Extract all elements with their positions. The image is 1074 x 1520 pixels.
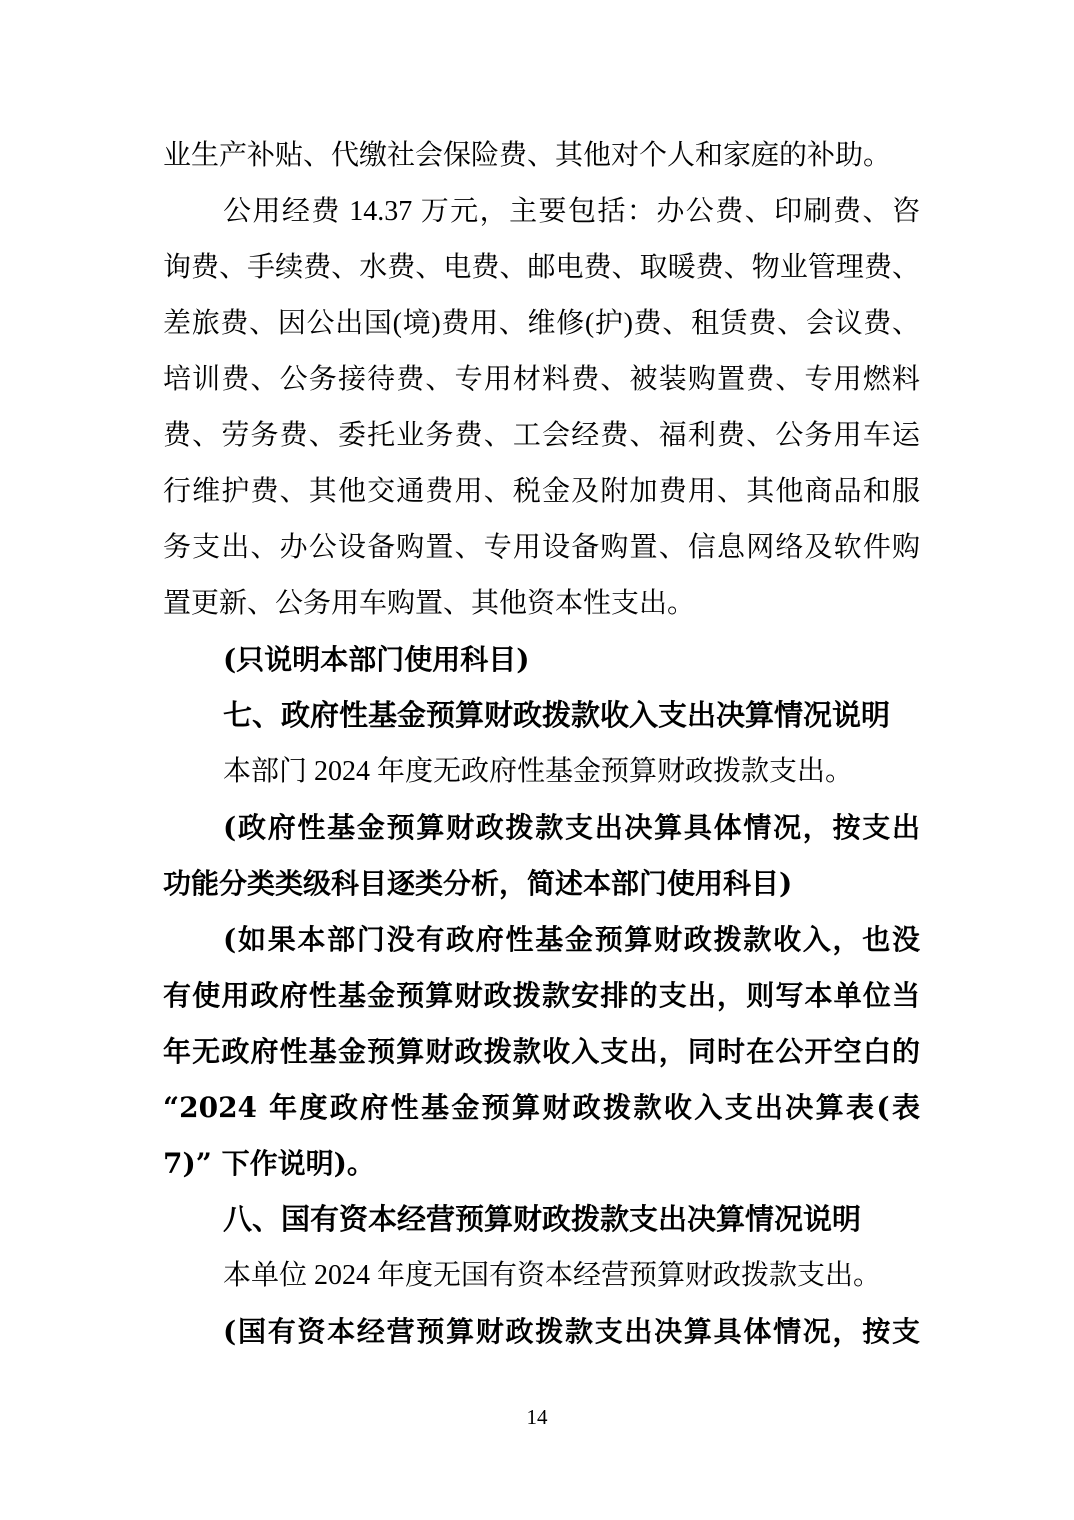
note-line: “2024 年度政府性基金预算财政拨款收入支出决算表(表 xyxy=(163,1091,920,1124)
text-line: 务支出、办公设备购置、专用设备购置、信息网络及软件购 xyxy=(163,532,920,563)
note-line: (政府性基金预算财政拨款支出决算具体情况，按支出 xyxy=(223,811,920,844)
document-body xyxy=(163,128,920,1360)
text-line: 培训费、公务接待费、专用材料费、被装购置费、专用燃料 xyxy=(163,364,920,395)
section-heading-seven: 七、政府性基金预算财政拨款收入支出决算情况说明 xyxy=(223,700,891,732)
text-line: 行维护费、其他交通费用、税金及附加费用、其他商品和服 xyxy=(163,476,920,507)
note-line: 年无政府性基金预算财政拨款收入支出，同时在公开空白的 xyxy=(163,1035,920,1068)
paragraph-end-line: 业生产补贴、代缴社会保险费、其他对个人和家庭的补助。 xyxy=(163,140,892,171)
page-number: 14 xyxy=(526,1405,548,1429)
text-line: 本单位 2024 年度无国有资本经营预算财政拨款支出。 xyxy=(223,1260,882,1291)
paragraph-end-line: 置更新、公务用车购置、其他资本性支出。 xyxy=(163,588,696,619)
note-line: (只说明本部门使用科目) xyxy=(223,643,530,676)
text-line: 询费、手续费、水费、电费、邮电费、取暖费、物业管理费、 xyxy=(163,252,920,283)
note-line: (国有资本经营预算财政拨款支出决算具体情况，按支 xyxy=(223,1315,920,1348)
note-line: 7)” 下作说明)。 xyxy=(163,1147,375,1180)
text-line: 费、劳务费、委托业务费、工会经费、福利费、公务用车运 xyxy=(163,420,920,451)
note-line: (如果本部门没有政府性基金预算财政拨款收入，也没 xyxy=(223,923,920,956)
text-line: 本部门 2024 年度无政府性基金预算财政拨款支出。 xyxy=(223,756,854,787)
text-line: 差旅费、因公出国(境)费用、维修(护)费、租赁费、会议费、 xyxy=(163,308,920,339)
note-line: 有使用政府性基金预算财政拨款安排的支出，则写本单位当 xyxy=(163,979,920,1012)
note-line: 功能分类类级科目逐类分析，简述本部门使用科目) xyxy=(163,867,793,900)
text-line: 公用经费 14.37 万元，主要包括：办公费、印刷费、咨 xyxy=(223,196,920,227)
section-heading-eight: 八、国有资本经营预算财政拨款支出决算情况说明 xyxy=(223,1204,862,1236)
